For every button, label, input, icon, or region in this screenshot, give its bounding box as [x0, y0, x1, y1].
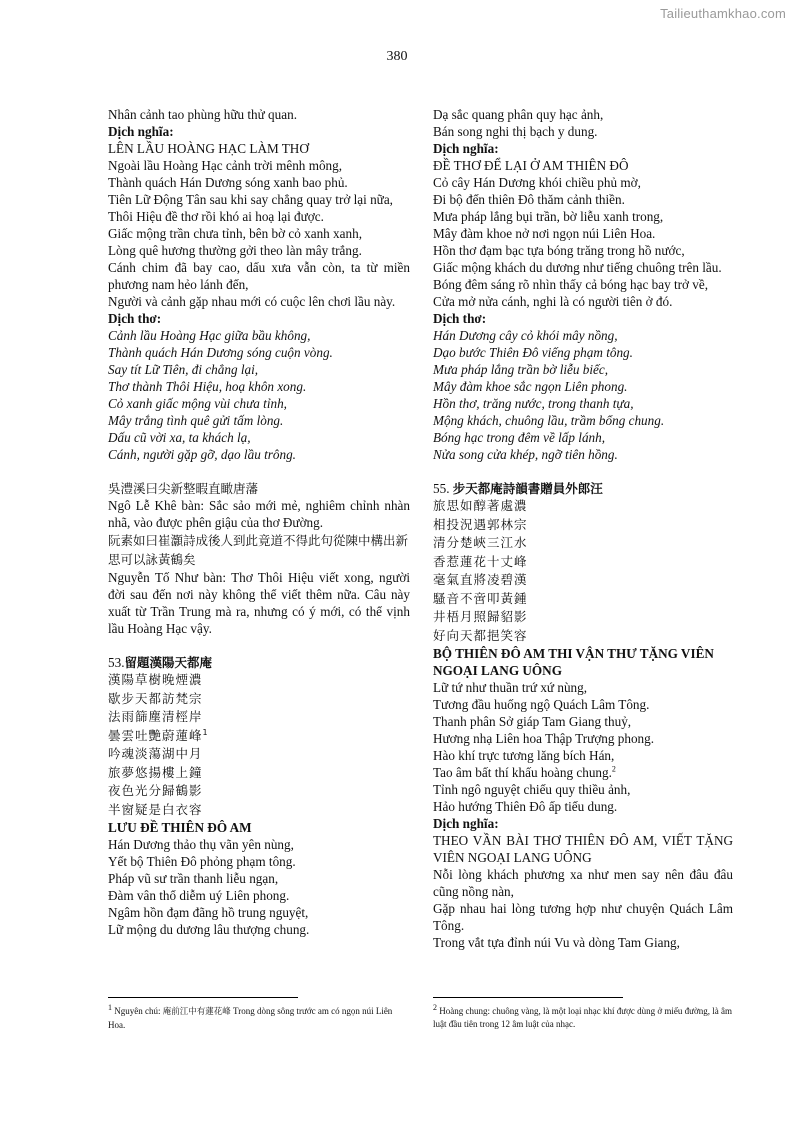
cjk-poem-line: 毫氣直將凌碧漢: [433, 572, 528, 587]
transliteration-line: Thanh phân Sở giáp Tam Giang thuỷ,: [433, 714, 632, 729]
poem-line: Bóng hạc trong đêm về lấp lánh,: [433, 430, 606, 445]
transliteration-line: Hán Dương thảo thụ vãn yên nùng,: [108, 837, 294, 852]
poem-line: Hán Dương cây cỏ khói mây nồng,: [433, 328, 618, 343]
cjk-poem-line: 半窗疑是白衣容: [108, 801, 203, 817]
page-number: 380: [386, 49, 408, 64]
poem-line: Cỏ xanh giấc mộng vùi chưa tỉnh,: [108, 396, 287, 411]
poem-line: Say tít Lữ Tiên, đi chẳng lại,: [108, 362, 259, 377]
watermark: Tailieuthamkhao.com: [660, 6, 786, 21]
text-line: Thành quách Hán Dương sóng xanh bao phủ.: [108, 175, 348, 190]
poem-line: Mây trắng tình quê gửi tấm lòng.: [108, 413, 284, 428]
right-column: [433, 106, 733, 951]
text-line: Lòng quê hương thường gởi theo làn mây trắng.: [108, 243, 362, 258]
cjk-poem-line: 夜色光分歸鶴影: [108, 783, 203, 798]
text-line: Giấc mộng trần chưa tỉnh, bên bờ cỏ xanh xanh,: [108, 226, 362, 241]
transliteration-line: Lữ tứ như thuần trứ xứ nùng,: [433, 680, 588, 695]
text-line: Cửa mở nửa cánh, nghi là có người tiên ở đó.: [433, 294, 673, 309]
transliteration-line: Pháp vũ sư trần thanh liễu ngạn,: [108, 871, 279, 886]
transliteration-line: Bán song nghi thị bạch y dung.: [433, 124, 598, 139]
poem-line: Dạo bước Thiên Đô viếng phạm tông.: [433, 345, 633, 360]
footnote-rule: [433, 997, 623, 998]
transliteration-line: Hào khí trực tương lăng bích Hán,: [433, 748, 615, 763]
poem-line: Mây đàm khoe sắc ngọn Liên phong.: [433, 379, 628, 394]
text-line: Giấc mộng khách du dương như tiếng chuông trên lầu.: [433, 260, 722, 275]
section-label: Dịch thơ:: [108, 311, 162, 326]
section-label: Dịch nghĩa:: [108, 124, 174, 139]
footnote-mark: 1: [202, 727, 209, 737]
cjk-poem-line: 旅夢悠揚樓上鐘: [108, 764, 203, 780]
transliteration-line: Yết bộ Thiên Đô phỏng phạm tông.: [108, 854, 296, 869]
cjk-poem-line: 漢陽草樹晚煙濃: [108, 672, 203, 687]
cjk-poem-line: 吟魂淡蕩湖中月: [108, 746, 203, 761]
cjk-poem-line: 清分楚峽三江水: [433, 535, 528, 550]
poem-line: Mưa pháp lắng trần bờ liễu biếc,: [433, 362, 609, 377]
text-line: Trong vắt tựa đỉnh núi Vu và dòng Tam Giang,: [433, 935, 680, 950]
translation-title: LÊN LẦU HOÀNG HẠC LÀM THƠ: [108, 141, 309, 156]
poem-line: Thành quách Hán Dương sóng cuộn vòng.: [108, 345, 333, 360]
footnote-mark: 2: [611, 764, 616, 774]
poem-line: Cảnh lầu Hoàng Hạc giữa bầu không,: [108, 328, 311, 343]
text-line: Ngoài lầu Hoàng Hạc cảnh trời mênh mông,: [108, 158, 343, 173]
transliteration-line: Tỉnh ngô nguyệt chiếu quy thiều ảnh,: [433, 782, 631, 797]
cjk-poem-line: 騷音不啻叩黃鍾: [433, 590, 528, 606]
poem-line: Cánh, người gặp gỡ, dạo lầu trông.: [108, 447, 296, 462]
text-line: Đi bộ đến thiên Đô thăm cảnh thiền.: [433, 192, 625, 207]
transliteration-line: Ngâm hồn đạm đãng hồ trung nguyệt,: [108, 905, 309, 920]
transliteration-title: LƯU ĐỀ THIÊN ĐÔ AM: [108, 820, 252, 835]
text-line: Cánh chim đã bay cao, dấu xưa vẫn còn, ta từ miền phương nam hẻo lánh đến,: [108, 260, 410, 292]
left-column: [108, 106, 410, 938]
transliteration-line: Hảo hướng Thiên Đô ấp tiếu dung.: [433, 799, 618, 814]
text-line: Bóng đêm sáng rõ nhìn thấy cả bóng hạc bay trở về,: [433, 277, 709, 292]
text-line: Nhân cảnh tao phùng hữu thử quan.: [108, 107, 297, 122]
section-label: Dịch thơ:: [433, 311, 487, 326]
transliteration-line: Hương nhạ Liên hoa Thập Trượng phong.: [433, 731, 655, 746]
translation-title: ĐỀ THƠ ĐỂ LẠI Ở AM THIÊN ĐÔ: [433, 158, 629, 173]
text-line: Nỗi lòng khách phương xa như men say nên đâu đâu cũng nồng nàn,: [433, 867, 733, 899]
transliteration-line: Lữ mộng du dương lâu thượng chung.: [108, 922, 310, 937]
transliteration-line: Tương đầu huống ngộ Quách Lâm Tông.: [433, 697, 650, 712]
section-label: Dịch nghĩa:: [433, 816, 499, 831]
section-heading: 53.留題漢陽天都庵: [108, 655, 212, 670]
text-line: Tiên Lữ Động Tân sau khi say chẳng quay trở lại nữa,: [108, 192, 393, 207]
cjk-poem-line: 曇雲吐艷蔚蓮峰$^1$: [108, 727, 209, 743]
poem-line: Dấu cũ vời xa, ta khách lạ,: [108, 430, 251, 445]
cjk-poem-line: 旅思如醇著處濃: [433, 498, 528, 513]
poem-line: Mộng khách, chuông lầu, trầm bổng chung.: [433, 413, 665, 428]
comment: Ngô Lễ Khê bàn: Sắc sảo mới mẻ, nghiêm chỉnh nhàn nhã, vào được phên giậu của thơ Đường.: [108, 498, 410, 530]
text-line: Gặp nhau hai lòng tương hợp như chuyện Quách Lâm Tông.: [433, 901, 733, 933]
text-line: Người và cảnh gặp nhau mới có cuộc lên chơi lầu này.: [108, 294, 396, 309]
text-line: Mây đàm khoe nở nơi ngọn núi Liên Hoa.: [433, 226, 656, 241]
poem-line: Nửa song cửa khép, ngỡ tiên hồng.: [433, 447, 618, 462]
cjk-poem-line: 井梧月照歸貂影: [433, 609, 528, 624]
footnote-2: $^2$ Hoàng chung: chuông vàng, là một loại nhạc khí được dùng ở miếu đường, là âm luật đầu tiên trong 12 âm luật của nhạc.: [433, 1003, 732, 1029]
cjk-comment: 吳澧溪曰尖新整暇直瞰唐藩: [108, 481, 259, 496]
cjk-poem-line: 香惹蓮花十丈峰: [433, 553, 528, 569]
transliteration-line: Tao âm bất thí khấu hoàng chung.$^2$: [433, 764, 616, 780]
text-line: Mưa pháp lắng bụi trần, bờ liễu xanh trong,: [433, 209, 664, 224]
footnote-1: $^1$ Nguyên chú: 庵前江中有蓮花峰 Trong dòng sông trước am có ngọn núi Liên Hoa.: [108, 1003, 393, 1030]
comment: Nguyễn Tố Như bàn: Thơ Thôi Hiệu viết xong, người đời sau đến nơi này không thể viết thêm nữa. Câu này xuất từ Trần Trung mà ra, nhưng có ý mới, có thể vịnh lầu Hoàng Hạc vậy.: [108, 570, 410, 636]
text-line: Cỏ cây Hán Dương khói chiều phủ mờ,: [433, 175, 641, 190]
text-line: Hồn thơ đạm bạc tựa bóng trăng trong hồ nước,: [433, 243, 685, 258]
transliteration-line: Đàm vân thổ diễm uý Liên phong.: [108, 888, 290, 903]
transliteration-line: Dạ sắc quang phân quy hạc ảnh,: [433, 107, 604, 122]
cjk-poem-line: 相投況遇郭林宗: [433, 516, 528, 532]
translation-title: THEO VẦN BÀI THƠ THIÊN ĐÔ AM, VIẾT TẶNG VIÊN NGOẠI LANG UÔNG: [433, 833, 733, 865]
cjk-poem-line: 法雨篩塵清桱岸: [108, 709, 203, 724]
section-heading: 55. 步天都庵詩韻書贈員外郎汪: [433, 481, 603, 496]
section-label: Dịch nghĩa:: [433, 141, 499, 156]
text-line: Thôi Hiệu đề thơ rồi khó ai hoạ lại được.: [108, 209, 324, 224]
cjk-poem-line: 歇步天都訪梵宗: [108, 690, 203, 706]
footnote-rule: [108, 997, 298, 998]
poem-line: Hồn thơ, trăng nước, trong thanh tựa,: [433, 396, 634, 411]
transliteration-title: BỘ THIÊN ĐÔ AM THI VẬN THƯ TẶNG VIÊN NGOẠI LANG UÔNG: [433, 646, 714, 678]
poem-line: Thơ thành Thôi Hiệu, hoạ khôn xong.: [108, 379, 307, 394]
cjk-comment: 阮素如曰崔灝詩成後人到此竟道不得此句從陳中構出新思可以詠黃鶴矣: [108, 533, 409, 567]
cjk-poem-line: 好向天都挹笑容: [433, 627, 528, 643]
